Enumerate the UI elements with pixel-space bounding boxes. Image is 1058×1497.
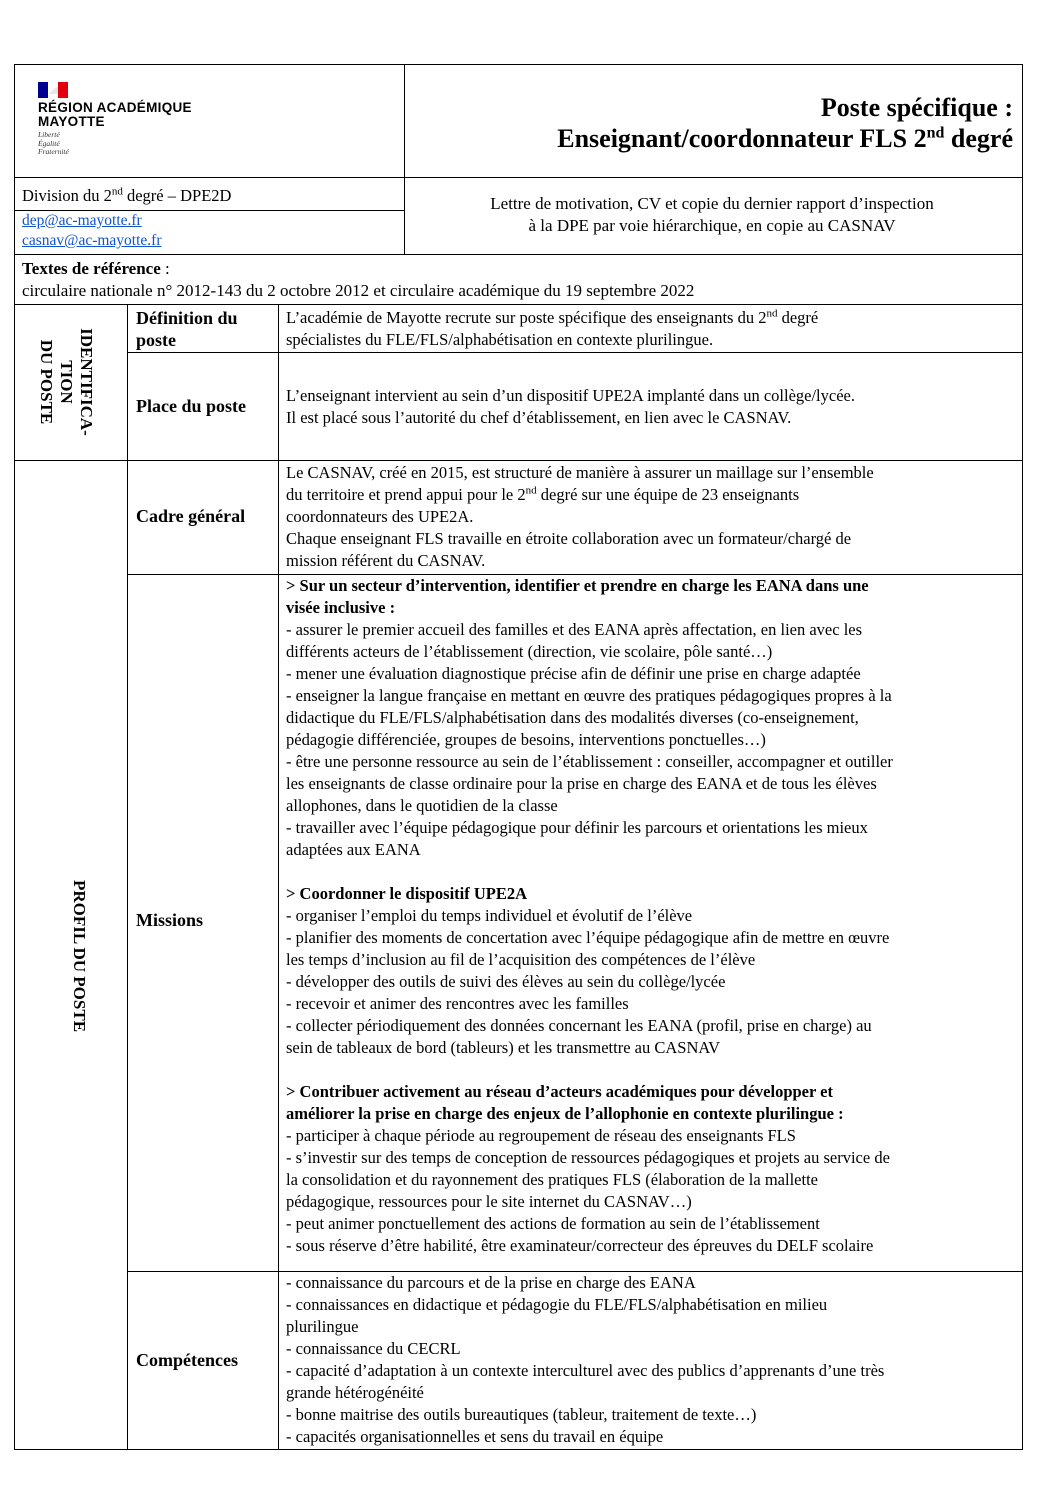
contact-emails [22, 211, 162, 251]
mission-item: - assurer le premier accueil des familles et des EANA après affectation, en lien avec les [286, 620, 863, 639]
mission-item: la consolidation et du rayonnement des pratiques FLS (élaboration de la mallette [286, 1170, 818, 1189]
application-line-2: à la DPE par voie hiérarchique, en copie au CASNAV [528, 216, 896, 235]
competence-item: plurilingue [286, 1317, 359, 1336]
competence-item: - capacités organisationnelles et sens du travail en équipe [286, 1427, 664, 1446]
mission-item: - enseigner la langue française en mettant en œuvre des pratiques pédagogiques propres à la [286, 686, 892, 705]
mission-item: - sous réserve d’être habilité, être examinateur/correcteur des épreuves du DELF scolaire [286, 1236, 874, 1255]
competence-item: grande hétérogénéité [286, 1383, 424, 1402]
references-heading: Textes de référence : [22, 259, 170, 278]
references-text: circulaire nationale n° 2012-143 du 2 octobre 2012 et circulaire académique du 19 septembre 2022 [22, 281, 695, 300]
logo-line-1: RÉGION ACADÉMIQUE [38, 100, 192, 115]
page-title [410, 92, 1013, 154]
competences-list [286, 1272, 1016, 1448]
mission-item: différents acteurs de l’établissement (direction, vie scolaire, pôle santé…) [286, 642, 773, 661]
competence-item: - connaissance du CECRL [286, 1339, 461, 1358]
section-identification: IDENTIFICA- TION DU POSTE [37, 328, 96, 436]
application-instructions [412, 193, 1012, 237]
cadre-text: Le CASNAV, créé en 2015, est structuré de manière à assurer un maillage sur l’ensemble du territoire et prend appui pour le 2nd degré sur une équipe de 23 enseignants coordonnateurs des UPE2A. Chaque enseignant FLS travaille en étroite collaboration avec un formateur/chargé de mission référent du CASNAV. [286, 463, 874, 570]
mission-item: - s’investir sur des temps de conception de ressources pédagogiques et projets au service de [286, 1148, 890, 1167]
missions-label: Missions [136, 910, 204, 930]
logo-line-2: MAYOTTE [38, 114, 105, 129]
title-line-2: Enseignant/coordonnateur FLS 2nd degré [557, 124, 1013, 153]
mission-item: les temps d’inclusion au fil de l’acquisition des compétences de l’élève [286, 950, 756, 969]
section-profil: PROFIL DU POSTE [70, 879, 89, 1033]
references [22, 258, 694, 302]
mission-item: - organiser l’emploi du temps individuel et évolutif de l’élève [286, 906, 693, 925]
mission-heading: visée inclusive : [286, 598, 396, 617]
application-line-1: Lettre de motivation, CV et copie du dernier rapport d’inspection [490, 194, 934, 213]
division-label: Division du 2nd degré – DPE2D [22, 185, 232, 205]
mission-item: - mener une évaluation diagnostique précise afin de définir une prise en charge adaptée [286, 664, 861, 683]
title-line-1: Poste spécifique : [820, 93, 1013, 122]
mission-item: allophones, dans le quotidien de la classe [286, 796, 558, 815]
cadre-label: Cadre général [136, 506, 246, 526]
mission-item: pédagogie différenciée, groupes de besoins, interventions ponctuelles…) [286, 730, 766, 749]
mission-item: didactique du FLE/FLS/alphabétisation dans des modalités diverses (co-enseignement, [286, 708, 859, 727]
competence-item: - connaissances en didactique et pédagogie du FLE/FLS/alphabétisation en milieu [286, 1295, 828, 1314]
mission-item: - participer à chaque période au regroupement de réseau des enseignants FLS [286, 1126, 796, 1145]
mission-item: - collecter périodiquement des données concernant les EANA (profil, prise en charge) au [286, 1016, 872, 1035]
logo [38, 82, 238, 172]
email-link-casnav[interactable]: casnav@ac-mayotte.fr [22, 232, 162, 249]
motto-fraternite: Fraternité [38, 147, 69, 156]
place-label: Place du poste [136, 396, 246, 416]
email-link-dep[interactable]: dep@ac-mayotte.fr [22, 212, 142, 229]
mission-item: les enseignants de classe ordinaire pour la prise en charge des EANA et de tous les élèves [286, 774, 877, 793]
competence-item: - connaissance du parcours et de la prise en charge des EANA [286, 1273, 696, 1292]
place-text: L’enseignant intervient au sein d’un dispositif UPE2A implanté dans un collège/lycée. Il est placé sous l’autorité du chef d’établissement, en lien avec le CASNAV. [286, 386, 855, 427]
mission-heading: > Coordonner le dispositif UPE2A [286, 884, 528, 903]
mission-item: - recevoir et animer des rencontres avec les familles [286, 994, 629, 1013]
mission-item: - travailler avec l’équipe pédagogique pour définir les parcours et orientations les mieux [286, 818, 868, 837]
mission-item: sein de tableaux de bord (tableurs) et les transmettre au CASNAV [286, 1038, 721, 1057]
missions-list [286, 575, 1016, 1257]
mission-item [286, 861, 1016, 883]
flag-icon [38, 82, 68, 98]
mission-item: pédagogique, ressources pour le site internet du CASNAV…) [286, 1192, 692, 1211]
definition-text: L’académie de Mayotte recrute sur poste spécifique des enseignants du 2nd degré spécialistes du FLE/FLS/alphabétisation en contexte plurilingue. [286, 307, 819, 349]
mission-heading: > Sur un secteur d’intervention, identifier et prendre en charge les EANA dans une [286, 576, 869, 595]
mission-item [286, 1059, 1016, 1081]
mission-heading: améliorer la prise en charge des enjeux de l’allophonie en contexte plurilingue : [286, 1104, 844, 1123]
mission-item: - peut animer ponctuellement des actions de formation au sein de l’établissement [286, 1214, 820, 1233]
mission-item: - planifier des moments de concertation avec l’équipe pédagogique afin de mettre en œuvre [286, 928, 890, 947]
mission-item: - être une personne ressource au sein de l’établissement : conseiller, accompagner et outiller [286, 752, 893, 771]
competences-label: Compétences [136, 1350, 238, 1370]
motto-liberte: Liberté [38, 130, 60, 139]
definition-label: Définition du poste [136, 308, 238, 350]
mission-heading: > Contribuer activement au réseau d’acteurs académiques pour développer et [286, 1082, 833, 1101]
motto-egalite: Égalité [38, 138, 60, 148]
mission-item: - développer des outils de suivi des élèves au sein du collège/lycée [286, 972, 726, 991]
mission-item: adaptées aux EANA [286, 840, 421, 859]
competence-item: - capacité d’adaptation à un contexte interculturel avec des publics d’apprenants d’une très [286, 1361, 885, 1380]
competence-item: - bonne maitrise des outils bureautiques (tableur, traitement de texte…) [286, 1405, 757, 1424]
